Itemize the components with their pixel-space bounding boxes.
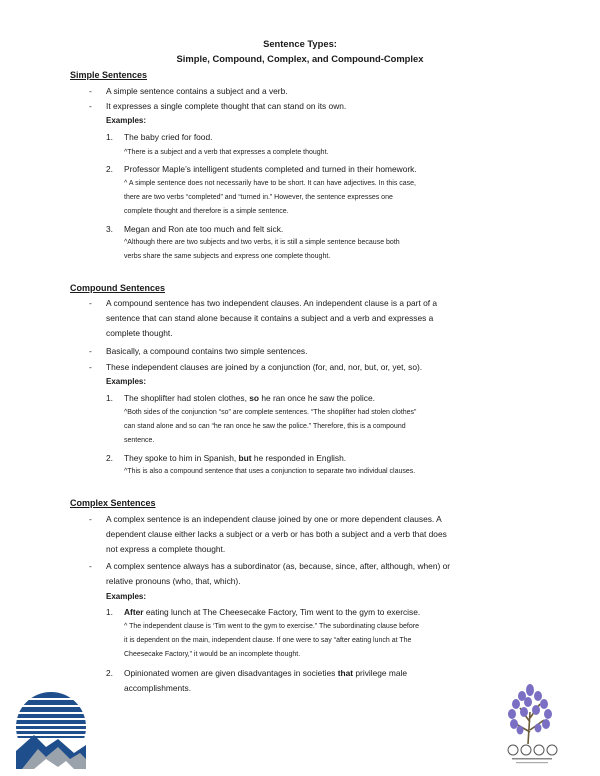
simple-example-3-note-1: ^Although there are two subjects and two verbs, it is still a simple sentence because both <box>124 239 400 246</box>
compound-bullet-2: Basically, a compound contains two simple sentences. <box>106 346 308 356</box>
compound-example-2-note: ^This is also a compound sentence that uses a conjunction to separate two individual clauses. <box>124 468 416 475</box>
simple-example-1: The baby cried for food. <box>124 132 213 142</box>
bullet-dash: - <box>89 101 92 111</box>
complex-example-1-note-2: it is dependent on the main, independent clause. If one were to say “after eating lunch at The <box>124 637 412 644</box>
section-heading-compound: Compound Sentences <box>70 283 166 293</box>
example-number: 2. <box>106 164 113 174</box>
bullet-dash: - <box>89 86 92 96</box>
complex-example-1-note-3: Cheesecake Factory,” it would be an incomplete thought. <box>124 651 301 658</box>
complex-bullet-1-line-3: not express a complete thought. <box>106 544 226 554</box>
bullet-dash: - <box>89 362 92 372</box>
simple-example-3: Megan and Ron ate too much and felt sick. <box>124 224 284 234</box>
complex-example-1: After eating lunch at The Cheesecake Factory, Tim went to the gym to exercise. <box>124 607 421 617</box>
simple-bullet-1: A simple sentence contains a subject and a verb. <box>106 86 288 96</box>
example-number: 1. <box>106 393 113 403</box>
example-number: 2. <box>106 668 113 678</box>
section-heading-simple: Simple Sentences <box>70 70 148 80</box>
compound-example-2: They spoke to him in Spanish, but he responded in English. <box>124 453 347 463</box>
simple-examples-label: Examples: <box>106 116 147 125</box>
simple-example-1-note: ^There is a subject and a verb that expresses a complete thought. <box>124 149 329 156</box>
document-title-line2: Simple, Compound, Complex, and Compound-Complex <box>176 53 424 64</box>
complex-bullet-2-line-1: A complex sentence always has a subordinator (as, because, since, after, although, when) or <box>106 561 451 571</box>
simple-example-2-note-3: complete thought and therefore is a simple sentence. <box>124 208 289 215</box>
complex-example-1-note-1: ^ The independent clause is ‘Tim went to the gym to exercise.” The subordinating clause before <box>124 623 419 630</box>
complex-bullet-2-line-2: relative pronouns (who, that, which). <box>106 576 241 586</box>
simple-example-3-note-2: verbs share the same subjects and express one complete thought. <box>124 253 331 260</box>
document-title-line1: Sentence Types: <box>263 38 337 49</box>
tree-logo-icon <box>500 682 560 768</box>
example-number: 2. <box>106 453 113 463</box>
complex-bullet-1-line-2: dependent clause either lacks a subject or a verb or has both a subject and a verb that does <box>106 529 447 539</box>
bullet-dash: - <box>89 346 92 356</box>
compound-bullet-1-line-3: complete thought. <box>106 328 173 338</box>
simple-example-2-note-1: ^ A simple sentence does not necessarily have to be short. It can have adjectives. In this case, <box>124 180 417 187</box>
compound-bullet-3: These independent clauses are joined by a conjunction (for, and, nor, but, or, yet, so). <box>106 362 423 372</box>
mountain-sunset-logo-icon <box>14 689 88 769</box>
compound-examples-label: Examples: <box>106 377 147 386</box>
compound-example-1-note-3: sentence. <box>124 437 155 444</box>
bullet-dash: - <box>89 561 92 571</box>
compound-example-1-note-2: can stand alone and so can “he ran once he saw the police.” Therefore, this is a compound <box>124 423 406 430</box>
compound-bullet-1-line-1: A compound sentence has two independent clauses. An independent clause is a part of a <box>106 298 438 308</box>
example-number: 1. <box>106 132 113 142</box>
complex-bullet-1-line-1: A complex sentence is an independent clause joined by one or more dependent clauses. A <box>106 514 442 524</box>
complex-example-2-line-2: accomplishments. <box>124 683 192 693</box>
simple-example-2: Professor Maple’s intelligent students completed and turned in their homework. <box>124 164 417 174</box>
complex-example-2-line-1: Opinionated women are given disadvantages in societies that privilege male <box>124 668 408 678</box>
example-number: 3. <box>106 224 113 234</box>
simple-example-2-note-2: there are two verbs “completed” and “turned in.” However, the sentence expresses one <box>124 194 393 201</box>
compound-example-1: The shoplifter had stolen clothes, so he ran once he saw the police. <box>124 393 375 403</box>
bullet-dash: - <box>89 298 92 308</box>
section-heading-complex: Complex Sentences <box>70 498 156 508</box>
simple-bullet-2: It expresses a single complete thought that can stand on its own. <box>106 101 347 111</box>
complex-examples-label: Examples: <box>106 592 147 601</box>
compound-example-1-note-1: ^Both sides of the conjunction “so” are complete sentences. “The shoplifter had stolen clothes” <box>124 409 417 416</box>
example-number: 1. <box>106 607 113 617</box>
bullet-dash: - <box>89 514 92 524</box>
compound-bullet-1-line-2: sentence that can stand alone because it contains a subject and a verb and expresses a <box>106 313 434 323</box>
